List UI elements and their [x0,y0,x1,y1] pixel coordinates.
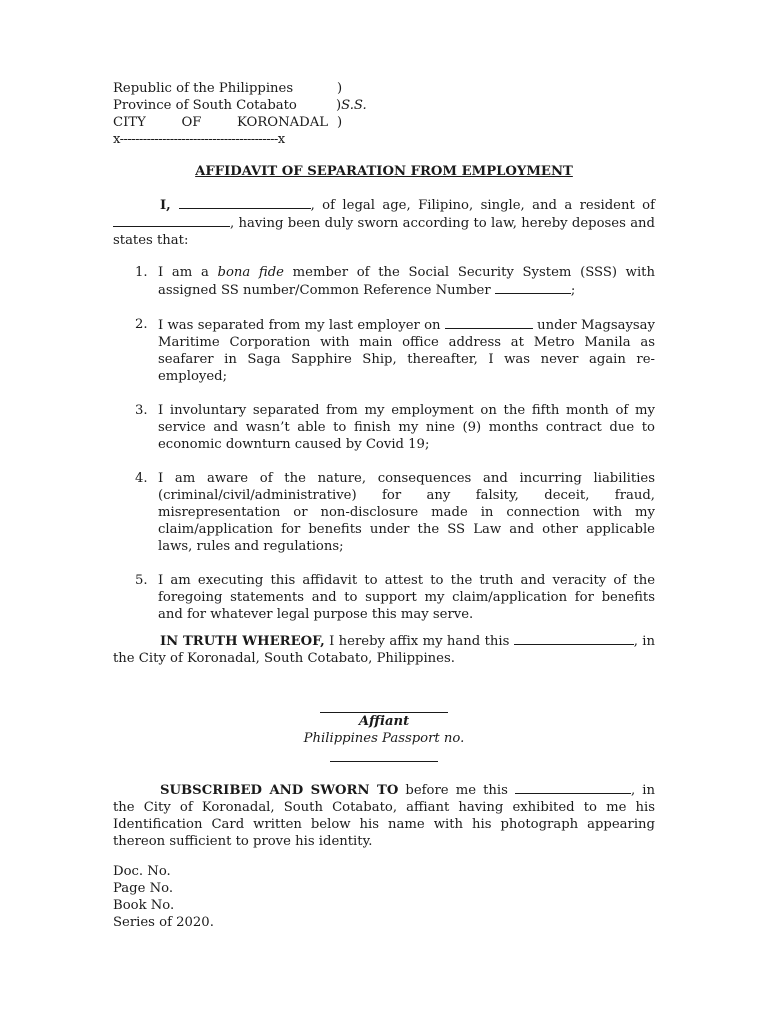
affiant-label: Affiant [358,714,410,729]
statement-item-5 [113,572,655,623]
statement-italic: bona fide [217,265,284,280]
venue-province: Province of South Cotabato [113,98,297,113]
series: Series of 2020. [113,915,214,930]
venue-city-word-1: CITY [113,115,146,130]
venue-city-word-2: OF [181,115,202,130]
statement-text: under Magsaysay Maritime Corporation with main office address at Metro Manila as seafarer in Saga Sapphire Ship, thereafter, I was never again re-employed; [158,318,655,384]
statement-item-2 [113,316,655,385]
book-no: Book No. [113,898,175,913]
venue-paren-ss: )S.S. [336,98,367,113]
jurat-paragraph [113,781,655,850]
venue-republic: Republic of the Philippines [113,81,294,96]
statement-text: I am aware of the nature, consequences and incurring liabilities (criminal/civil/administrative) for any falsity, deceit, fraud, misrepresentation or non-disclosure made in connection with my claim/application for benefits under the SS Law and other applicable laws, rules and regulations; [158,471,655,554]
statement-number: 4. [135,471,148,486]
statement-number: 3. [135,403,148,418]
intro-text-1: , of legal age, Filipino, single, and a resident of [310,198,655,213]
statement-item-1 [113,264,655,299]
venue-separator: x-----------------------------------------x [113,132,285,147]
venue-block [113,80,373,131]
statement-number: 5. [135,573,148,588]
notarial-register [113,863,214,931]
venue-city [113,114,328,131]
statement-text: I was separated from my last employer on [158,318,445,333]
passport-number-blank[interactable] [330,749,438,762]
doc-no: Doc. No. [113,864,171,879]
jurat-date-blank[interactable] [515,781,631,794]
statement-number: 2. [135,317,148,332]
affix-date-blank[interactable] [514,632,634,645]
page-no: Page No. [113,881,174,896]
statement-item-3 [113,402,655,453]
venue-line-republic [113,80,373,97]
statement-item-4 [113,470,655,555]
truth-bold: IN TRUTH WHEREOF, [160,634,325,649]
truth-text-2: , in the City of Koronadal, South Cotabato, Philippines. [113,634,655,666]
statement-text: I am executing this affidavit to attest to the truth and veracity of the foregoing statements and to support my claim/application for benefits and for whatever legal purpose this may serve. [158,573,655,622]
venue-ss: S.S. [341,98,367,113]
passport-line [0,749,768,767]
truth-paragraph [113,632,655,667]
venue-city-word-3: KORONADAL [237,115,328,130]
venue-line-province [113,97,373,114]
affiant-signature-blank[interactable] [320,700,448,713]
passport-label: Philippines Passport no. [303,731,465,746]
jurat-text-2: , in the City of Koronadal, South Cotabato, affiant having exhibited to me his Identification Card written below his name with his photograph appearing thereon sufficient to prove his identity. [113,783,655,849]
intro-text-2: , having been duly sworn according to law, hereby deposes and states that: [113,216,655,248]
ss-number-blank[interactable] [495,281,571,294]
intro-prefix: I, [160,198,179,213]
statement-text: member of the Social Security System (SSS) with assigned SS number/Common Reference Number [158,265,655,298]
jurat-text-1: before me this [398,783,515,798]
name-blank[interactable] [179,196,311,209]
intro-paragraph [113,196,655,249]
residence-blank[interactable] [113,214,230,227]
venue-line-city [113,114,373,131]
separation-date-blank[interactable] [445,316,533,329]
statement-text: I am a [158,265,218,280]
venue-paren-3: ) [337,115,343,130]
statement-text: ; [570,283,576,298]
statement-number: 1. [135,265,148,280]
jurat-bold: SUBSCRIBED AND SWORN TO [160,783,399,798]
statements-list [113,264,655,623]
venue-paren-1: ) [337,81,343,96]
truth-text-1: I hereby affix my hand this [324,634,514,649]
statement-text: I involuntary separated from my employment on the fifth month of my service and wasn’t able to finish my nine (9) months contract due to economic downturn caused by Covid 19; [158,403,655,452]
document-title: AFFIDAVIT OF SEPARATION FROM EMPLOYMENT [195,164,573,179]
